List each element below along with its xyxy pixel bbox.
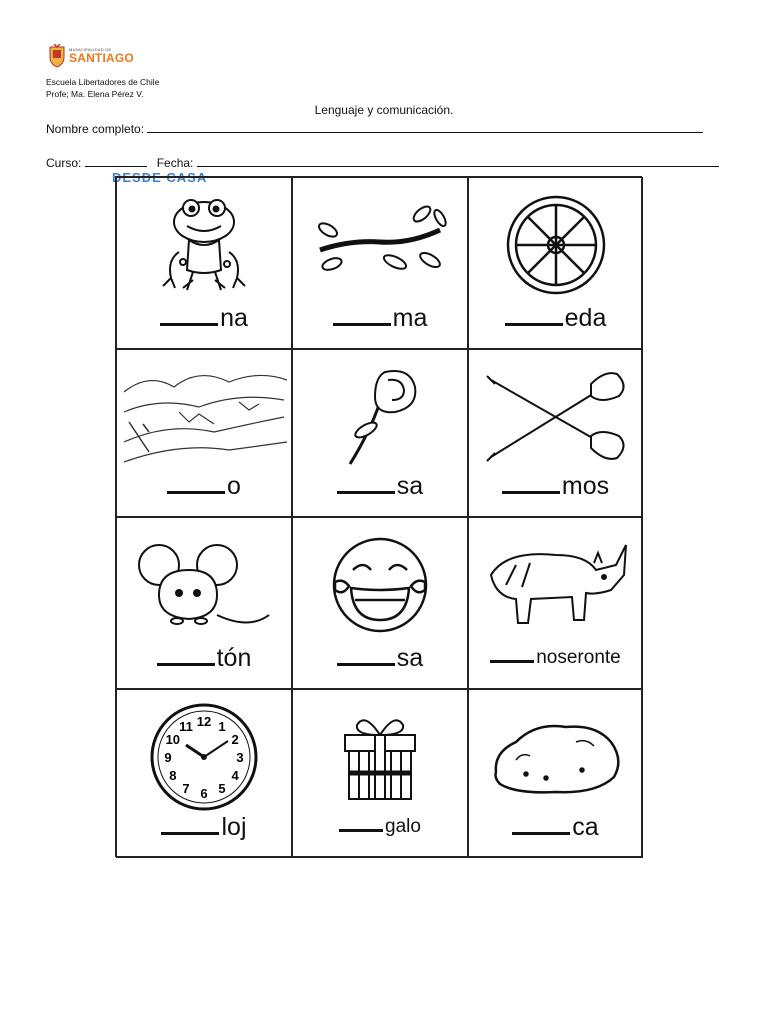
clock-numeral: 2 [231, 732, 239, 747]
grid-cell [116, 349, 292, 517]
grid-cell [116, 517, 292, 689]
clock-numeral: 5 [218, 781, 226, 797]
shield-icon [48, 44, 66, 68]
rock-icon [486, 712, 626, 802]
name-field[interactable] [147, 121, 703, 133]
grid-cell [116, 689, 292, 858]
name-row [46, 121, 703, 136]
word-suffix: tón [216, 644, 252, 672]
branch-icon [310, 200, 450, 290]
grid-cell [292, 517, 468, 689]
word-suffix: sa [396, 472, 424, 500]
grid-cell [468, 689, 643, 858]
laughing-face-icon [325, 530, 435, 640]
word-suffix: o [227, 472, 241, 500]
grid-cell [292, 689, 468, 858]
word-suffix: galo [385, 816, 421, 837]
grid-cell [468, 177, 643, 349]
word-suffix: noseronte [536, 647, 621, 668]
grid-cell [468, 349, 643, 517]
rose-icon [330, 362, 430, 472]
clock-numeral: 9 [164, 750, 172, 765]
clock-numeral: 7 [182, 781, 190, 797]
grid-cell [292, 177, 468, 349]
logo-caption: MUNICIPALIDAD DE [69, 47, 112, 52]
frog-icon [149, 190, 259, 300]
word-suffix: loj [221, 813, 247, 841]
date-field[interactable] [197, 155, 719, 167]
word-suffix: ma [392, 304, 428, 332]
course-label: Curso: [46, 156, 82, 170]
clock-numeral: 1 [218, 718, 226, 734]
logo-title: SANTIAGO [69, 51, 134, 65]
clock-numeral: 10 [165, 732, 181, 747]
subject-title: Lenguaje y comunicación. [314, 103, 454, 117]
oars-icon [481, 362, 631, 472]
word-suffix: eda [564, 304, 607, 332]
word-suffix: na [220, 304, 248, 332]
grid-cell [292, 349, 468, 517]
clock-numeral: 4 [231, 768, 239, 783]
word-suffix: mos [561, 472, 610, 500]
clock-numeral: 3 [236, 750, 244, 765]
clock-numeral: 11 [179, 718, 193, 734]
teacher-name: Profe; Ma. Elena Pérez V. [46, 89, 144, 99]
watermark: DESDE CASA [112, 170, 208, 185]
word-suffix: sa [396, 644, 424, 672]
grid-cell [468, 517, 643, 689]
river-icon [119, 362, 289, 472]
worksheet-grid [115, 176, 642, 857]
municipality-logo [48, 44, 134, 68]
clock-numeral: 8 [169, 768, 177, 783]
mouse-icon [129, 535, 279, 635]
wheel-icon [501, 190, 611, 300]
clock-icon [148, 701, 260, 813]
course-field[interactable] [85, 155, 147, 167]
rhino-icon [476, 535, 636, 635]
clock-numeral: 6 [200, 786, 208, 801]
course-date-row [46, 155, 719, 170]
school-name: Escuela Libertadores de Chile [46, 77, 160, 87]
date-label: Fecha: [156, 156, 194, 170]
gift-icon [335, 707, 425, 807]
word-suffix: ca [572, 813, 599, 841]
grid-cell [116, 177, 292, 349]
name-label: Nombre completo: [46, 122, 145, 136]
clock-numeral: 12 [196, 714, 212, 729]
